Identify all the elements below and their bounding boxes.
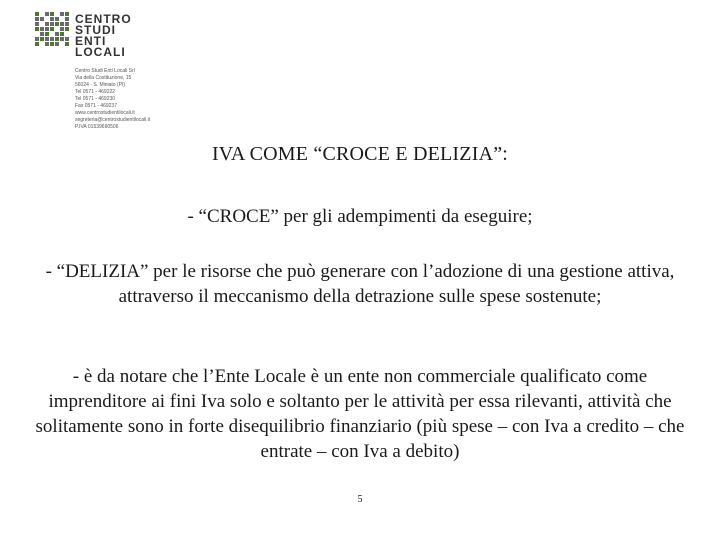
paragraph-delizia: - “DELIZIA” per le risorse che può generare con l’adozione di una gestione attiva, attraverso il meccanismo della detrazione sulle spese sostenute; (45, 261, 675, 307)
logo-grid-cell (65, 17, 69, 21)
logo-grid-cell (50, 12, 54, 16)
contact-line: Via della Costituzione, 15 (75, 75, 132, 81)
logo-grid-cell (60, 27, 64, 31)
logo-grid-cell (60, 22, 64, 26)
logo (35, 12, 175, 130)
slide-title: IVA COME “CROCE E DELIZIA”: (211, 143, 509, 165)
logo-grid-cell (40, 27, 44, 31)
logo-name (75, 14, 132, 58)
logo-name-line: ENTI (75, 34, 107, 48)
paragraph-ente-locale: - è da notare che l’Ente Locale è un ente non commerciale qualificato come imprenditore ai fini Iva solo e soltanto per le attività per essa rilevanti, attività che solitamente sono in forte disequilibrio finanziario (più spese – con Iva a credito – che entrate – con Iva a debito) (35, 366, 685, 462)
contact-line: Centro Studi Enti Locali Srl (75, 68, 135, 74)
logo-grid-cell (60, 12, 64, 16)
logo-name-line: STUDI (75, 23, 116, 37)
logo-name-line: LOCALI (75, 45, 126, 59)
logo-grid-cell (55, 37, 59, 41)
logo-grid-cell (50, 37, 54, 41)
logo-grid-cell (65, 42, 69, 46)
logo-grid-cell (35, 42, 39, 46)
logo-grid-cell (55, 22, 59, 26)
logo-grid-cell (65, 22, 69, 26)
contact-line: P.IVA 01539690506 (75, 124, 119, 130)
logo-grid-cell (35, 37, 39, 41)
contact-line: Tel 0571 - 469222 (75, 89, 116, 95)
logo-grid-cell (45, 27, 49, 31)
logo-grid-cell (55, 32, 59, 36)
paragraph-croce: - “CROCE” per gli adempimenti da eseguire; (187, 206, 533, 227)
logo-grid-cell (65, 37, 69, 41)
logo-grid-cell (50, 17, 54, 21)
contact-line: www.centrostudientilocali.it (75, 110, 135, 116)
logo-grid-cell (35, 27, 39, 31)
contact-line: Tel 0571 - 469230 (75, 96, 116, 102)
logo-grid-cell (40, 17, 44, 21)
logo-grid-icon (35, 12, 71, 48)
logo-grid-cell (60, 32, 64, 36)
contact-line: 56024 - S. Miniato (PI) (75, 82, 126, 88)
logo-grid-cell (60, 37, 64, 41)
logo-grid-cell (50, 22, 54, 26)
logo-grid-cell (45, 32, 49, 36)
logo-grid-cell (40, 37, 44, 41)
page-number: 5 (357, 494, 363, 505)
logo-contact-info (75, 68, 150, 131)
logo-name-line: CENTRO (75, 12, 132, 26)
logo-grid-cell (45, 12, 49, 16)
logo-grid-cell (65, 27, 69, 31)
contact-line: segreteria@centrostudientilocali.it (75, 117, 151, 123)
logo-grid-cell (35, 12, 39, 16)
logo-grid-cell (35, 17, 39, 21)
logo-grid-cell (50, 42, 54, 46)
logo-grid-cell (35, 22, 39, 26)
logo-grid-cell (45, 22, 49, 26)
logo-grid-cell (45, 42, 49, 46)
logo-grid-cell (45, 37, 49, 41)
contact-line: Fax 0571 - 469237 (75, 103, 117, 109)
logo-grid-cell (40, 32, 44, 36)
logo-grid-cell (50, 27, 54, 31)
logo-grid-cell (65, 12, 69, 16)
logo-grid-cell (55, 17, 59, 21)
logo-grid-cell (55, 42, 59, 46)
